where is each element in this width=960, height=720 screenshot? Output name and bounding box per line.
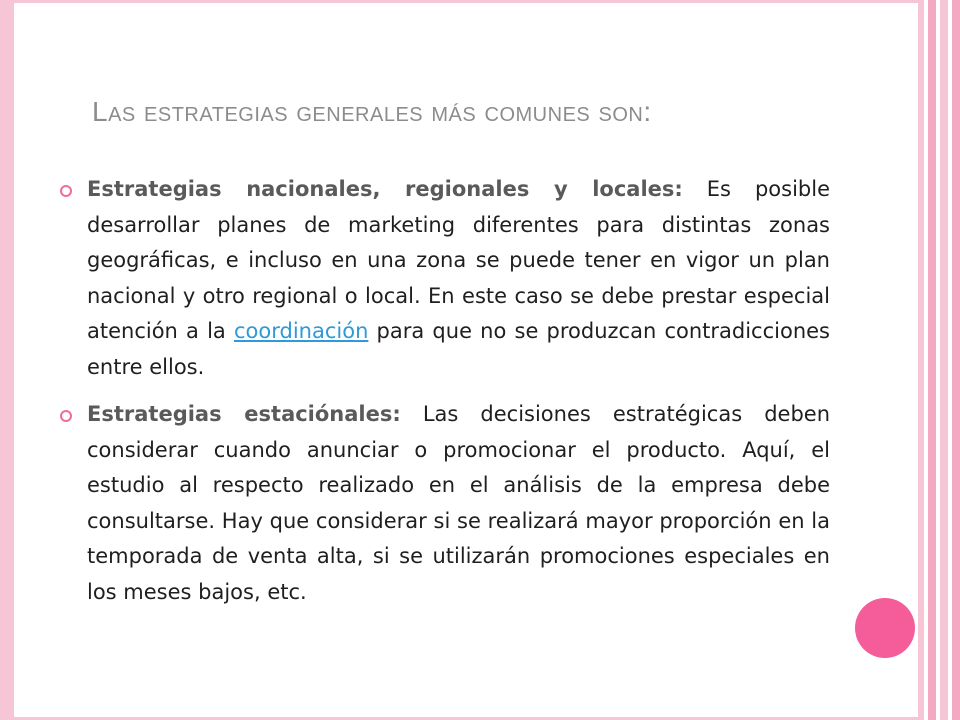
bullet-body: Es posible desarrollar planes de marketing diferentes para distintas zonas geográficas, e incluso en una zona se puede tener en vigor un plan nacional y otro regional o local. En este caso se debe prestar especial atención a la — [87, 177, 830, 343]
bullet-circle-icon — [60, 185, 72, 197]
bullet-heading: Estrategias estaciónales: — [87, 402, 401, 426]
bullet-body: Las decisiones estratégicas deben considerar cuando anunciar o promocionar el producto. Aquí, el estudio al respecto realizado en el análisis de la empresa debe consultarse. Hay que considerar si se realizará mayor proporción en la temporada de venta alta, si se utilizarán promociones especiales en los meses bajos, etc. — [87, 402, 831, 604]
bullet-item — [60, 397, 830, 610]
coordination-link[interactable]: coordinación — [233, 319, 369, 343]
pink-circle-decoration — [855, 598, 915, 658]
bullet-text — [87, 172, 830, 385]
side-stripes — [918, 0, 960, 720]
slide-title: Las estrategias generales más comunes son: — [92, 96, 652, 127]
bullet-item — [60, 172, 830, 385]
stripe — [928, 0, 936, 720]
bullet-heading: Estrategias nacionales, regionales y locales: — [87, 177, 683, 201]
bullet-text — [87, 397, 830, 610]
bullet-body-end: para que no se produzcan contradicciones entre ellos. — [87, 319, 831, 379]
slide-content — [60, 172, 830, 622]
bullet-circle-icon — [60, 410, 72, 422]
stripe — [952, 0, 960, 720]
stripe — [940, 0, 948, 720]
